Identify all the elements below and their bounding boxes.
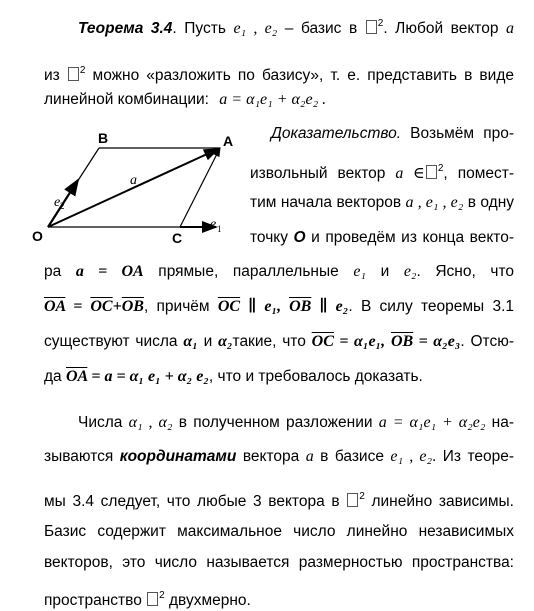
math-OA-sum: $\overline{OA} = \overline{OC}+\overline{OB}$ — [44, 298, 144, 315]
plane-symbol-icon — [147, 592, 158, 606]
proof-line-2 — [250, 159, 514, 182]
text: . В силу теоремы 3.1 — [348, 298, 515, 315]
proof-line-5 — [44, 262, 514, 282]
text: в одну — [467, 194, 515, 211]
label-e2: e — [54, 195, 61, 210]
proof-line-7 — [44, 332, 514, 352]
text: извольный вектор — [250, 165, 386, 182]
para2-line-1 — [78, 413, 514, 433]
math-alphas: α₁ , α₂ — [128, 414, 173, 431]
text: Числа — [78, 414, 123, 431]
text: . Из теоре- — [432, 448, 515, 465]
math-e1: e₁ — [353, 263, 366, 280]
label-A: A — [223, 133, 234, 149]
theorem-line-1 — [78, 14, 515, 37]
text: мы 3.4 следует, что любые 3 вектора в — [44, 493, 340, 510]
math-basis: e₁ , e₂ — [390, 448, 433, 465]
text: из — [44, 67, 60, 84]
para2-line-5 — [44, 553, 514, 573]
text: и — [380, 263, 390, 280]
text: в базисе — [320, 448, 384, 465]
text: в полученном разложении — [178, 414, 373, 431]
plane-symbol-icon — [347, 493, 358, 507]
text: линейно зависимы. — [371, 493, 514, 510]
label-a: a — [130, 173, 137, 188]
math-vectors: a , e₁ , e₂ — [405, 194, 464, 211]
segment-CA — [180, 148, 220, 227]
label-C: C — [172, 230, 183, 246]
proof-line-8 — [44, 367, 514, 387]
theorem-line-3 — [44, 90, 514, 110]
exponent: 2 — [159, 590, 165, 601]
label-e1-sub: 1 — [217, 224, 222, 234]
text: тим начала векторов — [250, 194, 402, 211]
text: векторов, это число называется размерностью пространства: — [44, 554, 514, 571]
text: , помест- — [443, 165, 514, 182]
para2-line-2 — [44, 447, 514, 467]
proof-line-1 — [271, 124, 514, 144]
math-final: $\overline{OA} = a = \alpha_1$ e₁ + α₂ e₂ — [65, 368, 209, 385]
proof-line-3 — [250, 193, 514, 213]
plane-symbol-icon — [366, 20, 377, 34]
math-e2: e₂ — [403, 263, 417, 280]
proof-title: Доказательство. — [271, 125, 402, 142]
math-vector-a: a — [506, 20, 515, 37]
text: Базис содержит максимальное число линейно независимых — [44, 523, 514, 540]
plane-symbol-icon — [426, 165, 437, 179]
text: да — [44, 368, 62, 385]
math-OB: $\overline{OB} = \alpha_2e_3$ — [390, 333, 461, 350]
math-OC: $\overline{OC} = \alpha_1e_1$, — [311, 333, 386, 350]
text: точку — [250, 229, 288, 246]
math-vector-a: a — [305, 448, 314, 465]
exponent: 2 — [359, 491, 365, 502]
math-basis: e₁ , e₂ — [233, 20, 278, 37]
text: – базис в — [284, 20, 358, 37]
text: на- — [491, 414, 514, 431]
text: вектора — [242, 448, 300, 465]
math-a-eq-OA: a = OA — [75, 263, 144, 280]
para2-line-4 — [44, 522, 514, 542]
plane-symbol-icon — [68, 67, 79, 81]
para2-line-3 — [44, 487, 514, 510]
text: и проведём из конца векто- — [311, 229, 515, 246]
math-combination: a = α₁e₁ + α₂e₂ . — [219, 91, 327, 108]
text: , что и требовалось доказать. — [208, 368, 423, 385]
text: двухмерно. — [169, 592, 251, 609]
proof-line-6 — [44, 297, 514, 317]
proof-line-4 — [250, 228, 514, 248]
text: Возьмём про- — [410, 125, 514, 142]
text: . Ясно, что — [416, 263, 514, 280]
exponent: 2 — [79, 65, 86, 76]
exponent: 2 — [377, 18, 384, 29]
text: . Пусть — [172, 20, 226, 37]
point-O: O — [293, 229, 306, 246]
label-O: O — [32, 228, 43, 244]
para2-line-6 — [44, 586, 514, 609]
math-alpha2: α₂ — [218, 333, 233, 350]
math-alpha1: α₁ — [183, 333, 198, 350]
label-e2-sub: 2 — [60, 201, 65, 211]
math-parallel: $\overline{OC}$ ∥ e₁, $\overline{OB}$ ∥ e₂ — [217, 298, 349, 315]
text: линейной комбинации: — [44, 91, 209, 108]
term-coordinates: координатами — [119, 448, 237, 465]
parallelogram-figure — [30, 128, 240, 250]
math-combination-2: a = α₁e₁ + α₂e₂ — [378, 414, 486, 431]
text: ра — [44, 263, 62, 280]
theorem-title: Теорема 3.4 — [78, 20, 173, 37]
text: , причём — [143, 298, 210, 315]
text: пространство — [44, 592, 142, 609]
text: можно «разложить по базису», т. е. представить в виде — [92, 67, 514, 84]
text: такие, что — [232, 333, 306, 350]
text: параллельные — [232, 263, 339, 280]
exponent: 2 — [437, 163, 444, 174]
text: существуют числа — [44, 333, 178, 350]
text: прямые, — [158, 263, 219, 280]
label-B: B — [98, 130, 109, 146]
text: . Отсю- — [460, 333, 515, 350]
math-a-in: a ∈ — [395, 165, 425, 182]
text: . Любой вектор — [383, 20, 499, 37]
label-e1: e — [210, 217, 217, 232]
theorem-line-2 — [44, 61, 514, 84]
text: и — [203, 333, 213, 350]
text: зываются — [44, 448, 114, 465]
